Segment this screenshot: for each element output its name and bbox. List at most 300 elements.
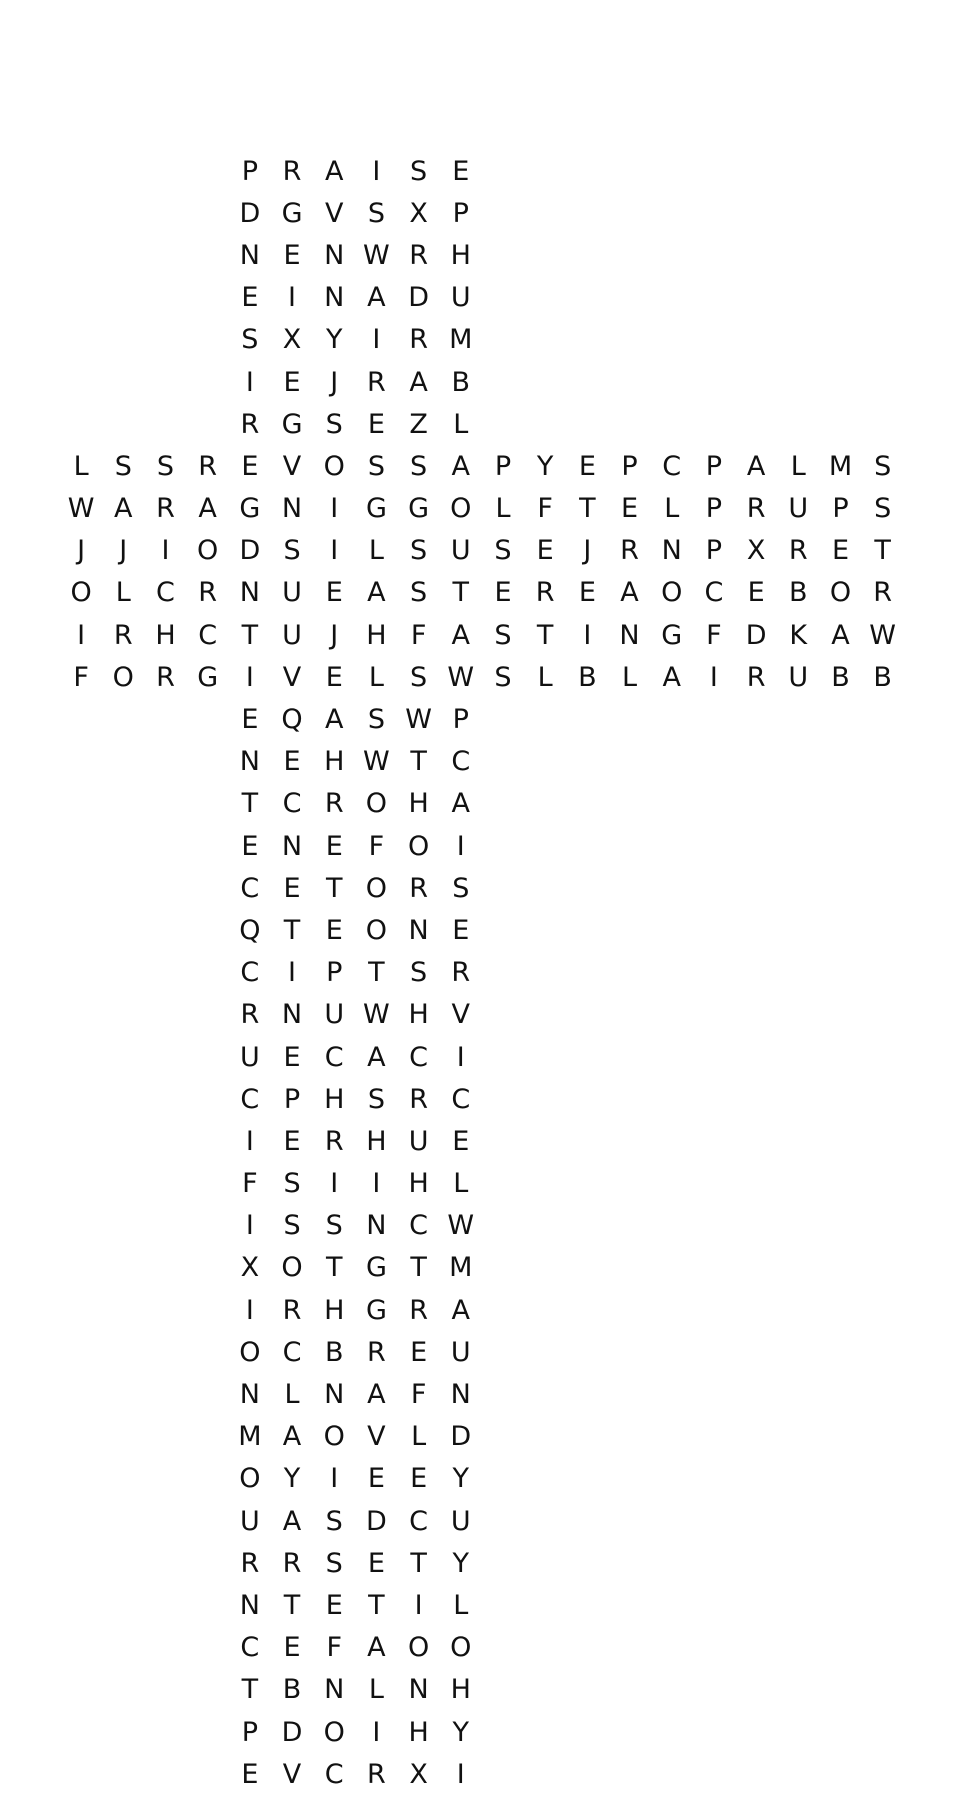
grid-cell[interactable]: P	[241, 1716, 258, 1748]
grid-cell[interactable]: T	[410, 746, 427, 778]
grid-cell[interactable]: S	[410, 155, 428, 187]
grid-cell[interactable]: G	[408, 493, 430, 525]
grid-cell[interactable]: M	[449, 1252, 473, 1284]
grid-cell[interactable]: I	[330, 493, 339, 525]
grid-cell[interactable]: E	[283, 872, 301, 904]
grid-cell[interactable]: H	[366, 619, 387, 651]
grid-cell[interactable]: R	[367, 366, 386, 398]
grid-cell[interactable]: S	[283, 535, 301, 567]
grid-cell[interactable]: G	[365, 1294, 387, 1326]
grid-cell[interactable]: P	[705, 535, 723, 567]
grid-cell[interactable]: I	[372, 1716, 381, 1748]
grid-cell[interactable]: E	[367, 408, 385, 440]
grid-cell[interactable]: I	[245, 1294, 254, 1326]
grid-cell[interactable]: R	[113, 619, 133, 651]
grid-cell[interactable]: S	[325, 1210, 343, 1242]
grid-cell[interactable]: V	[282, 450, 302, 482]
grid-cell[interactable]: Q	[239, 914, 261, 946]
grid-cell[interactable]: C	[409, 1041, 429, 1073]
grid-cell[interactable]: U	[324, 999, 345, 1031]
grid-cell[interactable]: M	[449, 324, 473, 356]
grid-cell[interactable]: N	[324, 1674, 345, 1706]
grid-cell[interactable]: P	[452, 197, 469, 229]
grid-cell[interactable]: E	[452, 155, 470, 187]
grid-cell[interactable]: E	[325, 577, 343, 609]
grid-cell[interactable]: S	[410, 661, 428, 693]
grid-cell[interactable]: R	[409, 324, 428, 356]
grid-cell[interactable]: H	[408, 999, 429, 1031]
grid-cell[interactable]: H	[408, 1168, 429, 1200]
grid-cell[interactable]: L	[368, 535, 384, 567]
grid-cell[interactable]: S	[283, 1210, 301, 1242]
grid-cell[interactable]: S	[325, 1505, 343, 1537]
grid-cell[interactable]: O	[239, 1336, 261, 1368]
grid-cell[interactable]: T	[368, 1589, 385, 1621]
grid-cell[interactable]: V	[324, 197, 344, 229]
grid-cell[interactable]: R	[240, 999, 260, 1031]
grid-cell[interactable]: R	[282, 1547, 302, 1579]
grid-cell[interactable]: C	[240, 957, 260, 989]
grid-cell[interactable]: R	[409, 1294, 428, 1326]
grid-cell[interactable]: I	[288, 957, 297, 989]
grid-cell[interactable]: S	[156, 450, 175, 482]
grid-cell[interactable]: U	[450, 1336, 471, 1368]
grid-cell[interactable]: I	[330, 535, 339, 567]
grid-cell[interactable]: N	[366, 1210, 387, 1242]
grid-cell[interactable]: H	[155, 619, 176, 651]
grid-cell[interactable]: E	[578, 577, 596, 609]
grid-cell[interactable]: G	[281, 408, 303, 440]
grid-cell[interactable]: N	[239, 239, 260, 271]
grid-cell[interactable]: P	[705, 493, 723, 525]
grid-cell[interactable]: N	[239, 746, 260, 778]
grid-cell[interactable]: A	[198, 493, 217, 525]
grid-cell[interactable]: A	[409, 366, 428, 398]
grid-cell[interactable]: N	[239, 577, 260, 609]
grid-cell[interactable]: V	[367, 1421, 386, 1453]
grid-cell[interactable]: L	[495, 493, 511, 525]
grid-cell[interactable]: V	[451, 999, 471, 1031]
grid-cell[interactable]: E	[241, 830, 259, 862]
grid-cell[interactable]: B	[451, 366, 471, 398]
grid-cell[interactable]: T	[325, 872, 343, 904]
grid-cell[interactable]: B	[789, 577, 808, 609]
grid-cell[interactable]: E	[367, 1547, 385, 1579]
grid-cell[interactable]: E	[747, 577, 765, 609]
grid-cell[interactable]: D	[239, 197, 261, 229]
grid-cell[interactable]: I	[245, 1210, 254, 1242]
grid-cell[interactable]: R	[535, 577, 555, 609]
grid-cell[interactable]: R	[240, 1547, 260, 1579]
grid-cell[interactable]: R	[620, 535, 639, 567]
grid-cell[interactable]: S	[410, 577, 428, 609]
grid-cell[interactable]: G	[197, 661, 219, 693]
grid-cell[interactable]: R	[367, 1758, 386, 1790]
grid-cell[interactable]: T	[452, 577, 470, 609]
grid-cell[interactable]: S	[367, 450, 385, 482]
grid-cell[interactable]: W	[363, 746, 390, 778]
grid-cell[interactable]: S	[367, 704, 385, 736]
grid-cell[interactable]: L	[368, 1674, 384, 1706]
grid-cell[interactable]: N	[450, 1379, 471, 1411]
grid-cell[interactable]: A	[282, 1505, 302, 1537]
grid-cell[interactable]: Y	[452, 1716, 470, 1748]
grid-cell[interactable]: O	[450, 1632, 472, 1664]
grid-cell[interactable]: S	[241, 324, 259, 356]
grid-cell[interactable]: R	[451, 957, 471, 989]
grid-cell[interactable]: N	[324, 282, 345, 314]
grid-cell[interactable]: N	[408, 914, 429, 946]
grid-cell[interactable]: D	[745, 619, 767, 651]
grid-cell[interactable]: S	[410, 535, 428, 567]
grid-cell[interactable]: A	[324, 704, 344, 736]
grid-cell[interactable]: C	[282, 1336, 302, 1368]
grid-cell[interactable]: L	[411, 1421, 427, 1453]
grid-cell[interactable]: A	[831, 619, 850, 651]
grid-cell[interactable]: E	[325, 1589, 343, 1621]
grid-cell[interactable]: L	[664, 493, 680, 525]
grid-cell[interactable]: H	[324, 1294, 345, 1326]
grid-cell[interactable]: Q	[281, 704, 303, 736]
grid-cell[interactable]: R	[367, 1336, 386, 1368]
grid-cell[interactable]: F	[73, 661, 89, 693]
grid-cell[interactable]: J	[330, 366, 339, 398]
grid-cell[interactable]: V	[282, 661, 302, 693]
grid-cell[interactable]: Y	[283, 1463, 301, 1495]
grid-cell[interactable]: O	[829, 577, 852, 609]
grid-cell[interactable]: O	[197, 535, 219, 567]
grid-cell[interactable]: S	[494, 619, 512, 651]
grid-cell[interactable]: E	[241, 704, 259, 736]
grid-cell[interactable]: I	[372, 1168, 381, 1200]
grid-cell[interactable]: O	[323, 450, 345, 482]
grid-cell[interactable]: V	[282, 1758, 302, 1790]
grid-cell[interactable]: E	[831, 535, 849, 567]
grid-cell[interactable]: T	[536, 619, 554, 651]
grid-cell[interactable]: E	[283, 1632, 301, 1664]
grid-cell[interactable]: H	[324, 1083, 345, 1115]
grid-cell[interactable]: A	[367, 577, 386, 609]
grid-cell[interactable]: G	[365, 493, 387, 525]
grid-cell[interactable]: X	[409, 1758, 428, 1790]
grid-cell[interactable]: E	[241, 1758, 259, 1790]
grid-cell[interactable]: E	[283, 746, 301, 778]
grid-cell[interactable]: D	[239, 535, 261, 567]
grid-cell[interactable]: L	[73, 450, 89, 482]
grid-cell[interactable]: S	[367, 1083, 385, 1115]
grid-cell[interactable]: E	[452, 914, 470, 946]
grid-cell[interactable]: W	[447, 1210, 475, 1242]
grid-cell[interactable]: T	[241, 788, 259, 820]
grid-cell[interactable]: N	[324, 239, 345, 271]
grid-cell[interactable]: A	[451, 450, 471, 482]
grid-cell[interactable]: C	[324, 1041, 344, 1073]
grid-cell[interactable]: E	[410, 1463, 428, 1495]
grid-cell[interactable]: P	[705, 450, 723, 482]
grid-cell[interactable]: G	[281, 197, 303, 229]
grid-cell[interactable]: R	[746, 661, 766, 693]
grid-cell[interactable]: S	[494, 535, 512, 567]
grid-cell[interactable]: H	[366, 1125, 387, 1157]
grid-cell[interactable]: A	[324, 155, 344, 187]
grid-cell[interactable]: E	[367, 1463, 385, 1495]
grid-cell[interactable]: A	[746, 450, 766, 482]
grid-cell[interactable]: I	[456, 1758, 465, 1790]
grid-cell[interactable]: N	[661, 535, 682, 567]
grid-cell[interactable]: H	[408, 1716, 429, 1748]
grid-cell[interactable]: A	[367, 282, 386, 314]
grid-cell[interactable]: U	[788, 661, 809, 693]
grid-cell[interactable]: U	[239, 1505, 260, 1537]
grid-cell[interactable]: R	[282, 1294, 302, 1326]
grid-cell[interactable]: R	[240, 408, 260, 440]
grid-cell[interactable]: C	[198, 619, 218, 651]
grid-cell[interactable]: S	[494, 661, 512, 693]
grid-cell[interactable]: O	[407, 830, 430, 862]
grid-cell[interactable]: P	[241, 155, 258, 187]
grid-cell[interactable]: U	[408, 1125, 429, 1157]
grid-cell[interactable]: F	[326, 1632, 342, 1664]
grid-cell[interactable]: B	[831, 661, 850, 693]
grid-cell[interactable]: A	[367, 1041, 386, 1073]
grid-cell[interactable]: N	[239, 1379, 260, 1411]
grid-cell[interactable]: M	[828, 450, 853, 482]
grid-cell[interactable]: I	[414, 1589, 423, 1621]
grid-cell[interactable]: C	[704, 577, 724, 609]
grid-cell[interactable]: S	[874, 450, 892, 482]
grid-cell[interactable]: D	[281, 1716, 303, 1748]
grid-cell[interactable]: L	[537, 661, 553, 693]
grid-cell[interactable]: Y	[452, 1463, 470, 1495]
grid-cell[interactable]: R	[324, 1125, 344, 1157]
grid-cell[interactable]: Y	[536, 450, 554, 482]
grid-cell[interactable]: O	[365, 914, 388, 946]
grid-cell[interactable]: U	[788, 493, 809, 525]
grid-cell[interactable]: P	[326, 957, 343, 989]
grid-cell[interactable]: O	[661, 577, 683, 609]
grid-cell[interactable]: P	[452, 704, 469, 736]
grid-cell[interactable]: I	[245, 661, 254, 693]
grid-cell[interactable]: B	[282, 1674, 302, 1706]
grid-cell[interactable]: C	[451, 1083, 471, 1115]
grid-cell[interactable]: C	[409, 1505, 429, 1537]
grid-cell[interactable]: S	[325, 408, 343, 440]
grid-cell[interactable]: T	[241, 619, 259, 651]
grid-cell[interactable]: N	[281, 999, 303, 1031]
grid-cell[interactable]: C	[240, 872, 260, 904]
grid-cell[interactable]: W	[363, 999, 390, 1031]
grid-cell[interactable]: I	[372, 324, 381, 356]
grid-cell[interactable]: E	[325, 914, 343, 946]
grid-cell[interactable]: A	[282, 1421, 302, 1453]
grid-cell[interactable]: N	[239, 1589, 260, 1621]
grid-cell[interactable]: R	[198, 450, 218, 482]
grid-cell[interactable]: C	[240, 1083, 260, 1115]
grid-cell[interactable]: W	[869, 619, 896, 651]
grid-cell[interactable]: R	[409, 239, 428, 271]
grid-cell[interactable]: T	[368, 957, 385, 989]
grid-cell[interactable]: J	[583, 535, 592, 567]
grid-cell[interactable]: I	[372, 155, 381, 187]
grid-cell[interactable]: U	[450, 282, 471, 314]
grid-cell[interactable]: O	[407, 1632, 430, 1664]
grid-cell[interactable]: D	[408, 282, 429, 314]
grid-cell[interactable]: A	[620, 577, 639, 609]
grid-cell[interactable]: R	[746, 493, 766, 525]
grid-cell[interactable]: A	[451, 619, 471, 651]
grid-cell[interactable]: I	[161, 535, 170, 567]
grid-cell[interactable]: R	[282, 155, 302, 187]
grid-cell[interactable]: R	[873, 577, 893, 609]
grid-cell[interactable]: A	[367, 1632, 386, 1664]
grid-cell[interactable]: P	[621, 450, 638, 482]
grid-cell[interactable]: S	[452, 872, 470, 904]
grid-cell[interactable]: S	[325, 1547, 343, 1579]
grid-cell[interactable]: A	[662, 661, 681, 693]
grid-cell[interactable]: X	[409, 197, 428, 229]
grid-cell[interactable]: T	[579, 493, 596, 525]
grid-cell[interactable]: E	[241, 450, 259, 482]
grid-cell[interactable]: W	[67, 493, 95, 525]
grid-cell[interactable]: H	[324, 746, 345, 778]
grid-cell[interactable]: I	[77, 619, 86, 651]
grid-cell[interactable]: N	[408, 1674, 429, 1706]
grid-cell[interactable]: W	[405, 704, 432, 736]
grid-cell[interactable]: X	[240, 1252, 260, 1284]
grid-cell[interactable]: U	[450, 1505, 471, 1537]
grid-cell[interactable]: O	[365, 788, 388, 820]
grid-cell[interactable]: L	[284, 1379, 300, 1411]
grid-cell[interactable]: E	[283, 1125, 301, 1157]
grid-cell[interactable]: I	[330, 1168, 339, 1200]
grid-cell[interactable]: F	[706, 619, 722, 651]
grid-cell[interactable]: A	[367, 1379, 386, 1411]
grid-cell[interactable]: E	[283, 366, 301, 398]
grid-cell[interactable]: I	[245, 1125, 254, 1157]
grid-cell[interactable]: J	[330, 619, 339, 651]
grid-cell[interactable]: E	[325, 661, 343, 693]
grid-cell[interactable]: C	[324, 1758, 344, 1790]
grid-cell[interactable]: K	[789, 619, 808, 651]
grid-cell[interactable]: O	[323, 1716, 345, 1748]
grid-cell[interactable]: C	[156, 577, 175, 609]
grid-cell[interactable]: O	[365, 872, 388, 904]
grid-cell[interactable]: T	[241, 1674, 259, 1706]
grid-cell[interactable]: E	[621, 493, 639, 525]
grid-cell[interactable]: C	[240, 1632, 260, 1664]
grid-cell[interactable]: I	[245, 366, 254, 398]
grid-cell[interactable]: B	[578, 661, 597, 693]
grid-cell[interactable]: Y	[452, 1547, 470, 1579]
grid-cell[interactable]: R	[409, 1083, 428, 1115]
grid-cell[interactable]: E	[283, 239, 301, 271]
grid-cell[interactable]: F	[368, 830, 385, 862]
grid-cell[interactable]: R	[788, 535, 808, 567]
grid-cell[interactable]: L	[453, 408, 469, 440]
grid-cell[interactable]: L	[368, 661, 384, 693]
grid-cell[interactable]: E	[241, 282, 259, 314]
grid-cell[interactable]: L	[115, 577, 131, 609]
grid-cell[interactable]: E	[578, 450, 596, 482]
grid-cell[interactable]: S	[874, 493, 892, 525]
grid-cell[interactable]: I	[456, 830, 465, 862]
grid-cell[interactable]: U	[239, 1041, 260, 1073]
grid-cell[interactable]: W	[363, 239, 390, 271]
grid-cell[interactable]: O	[450, 493, 472, 525]
grid-cell[interactable]: X	[746, 535, 766, 567]
grid-cell[interactable]: B	[324, 1336, 344, 1368]
grid-cell[interactable]: H	[450, 239, 471, 271]
grid-cell[interactable]: O	[112, 661, 134, 693]
grid-cell[interactable]: T	[410, 1547, 427, 1579]
grid-cell[interactable]: P	[283, 1083, 301, 1115]
grid-cell[interactable]: A	[451, 788, 471, 820]
grid-cell[interactable]: J	[77, 535, 86, 567]
grid-cell[interactable]: G	[365, 1252, 387, 1284]
grid-cell[interactable]: P	[832, 493, 849, 525]
grid-cell[interactable]: E	[494, 577, 512, 609]
grid-cell[interactable]: R	[409, 872, 428, 904]
grid-cell[interactable]: O	[323, 1421, 345, 1453]
grid-cell[interactable]: A	[451, 1294, 471, 1326]
grid-cell[interactable]: J	[119, 535, 128, 567]
grid-cell[interactable]: W	[447, 661, 475, 693]
grid-cell[interactable]: O	[281, 1252, 303, 1284]
grid-cell[interactable]: T	[283, 1589, 301, 1621]
grid-cell[interactable]: S	[367, 197, 385, 229]
grid-cell[interactable]: I	[288, 282, 297, 314]
grid-cell[interactable]: R	[324, 788, 344, 820]
grid-cell[interactable]: E	[410, 1336, 428, 1368]
grid-cell[interactable]: X	[282, 324, 302, 356]
grid-cell[interactable]: T	[410, 1252, 427, 1284]
grid-cell[interactable]: N	[281, 830, 303, 862]
grid-cell[interactable]: C	[662, 450, 682, 482]
grid-cell[interactable]: G	[239, 493, 261, 525]
grid-cell[interactable]: E	[283, 1041, 301, 1073]
grid-cell[interactable]: F	[242, 1168, 258, 1200]
grid-cell[interactable]: L	[453, 1589, 469, 1621]
grid-cell[interactable]: C	[409, 1210, 429, 1242]
grid-cell[interactable]: L	[790, 450, 806, 482]
grid-cell[interactable]: U	[282, 577, 302, 609]
grid-cell[interactable]: L	[453, 1168, 469, 1200]
grid-cell[interactable]: L	[622, 661, 638, 693]
grid-cell[interactable]: C	[451, 746, 471, 778]
grid-cell[interactable]: F	[410, 1379, 427, 1411]
grid-cell[interactable]: E	[452, 1125, 470, 1157]
grid-cell[interactable]: R	[156, 661, 175, 693]
grid-cell[interactable]: S	[114, 450, 132, 482]
grid-cell[interactable]: G	[661, 619, 683, 651]
grid-cell[interactable]: N	[281, 493, 303, 525]
grid-cell[interactable]: P	[494, 450, 512, 482]
grid-cell[interactable]: U	[282, 619, 302, 651]
grid-cell[interactable]: T	[283, 914, 301, 946]
grid-cell[interactable]: Y	[325, 324, 343, 356]
grid-cell[interactable]: F	[537, 493, 553, 525]
grid-cell[interactable]: I	[456, 1041, 465, 1073]
grid-cell[interactable]: R	[156, 493, 175, 525]
grid-cell[interactable]: H	[450, 1674, 471, 1706]
grid-cell[interactable]: I	[330, 1463, 339, 1495]
grid-cell[interactable]: A	[114, 493, 133, 525]
grid-cell[interactable]: D	[450, 1421, 472, 1453]
grid-cell[interactable]: S	[283, 1168, 301, 1200]
grid-cell[interactable]: O	[70, 577, 92, 609]
grid-cell[interactable]: N	[324, 1379, 345, 1411]
grid-cell[interactable]: H	[408, 788, 429, 820]
